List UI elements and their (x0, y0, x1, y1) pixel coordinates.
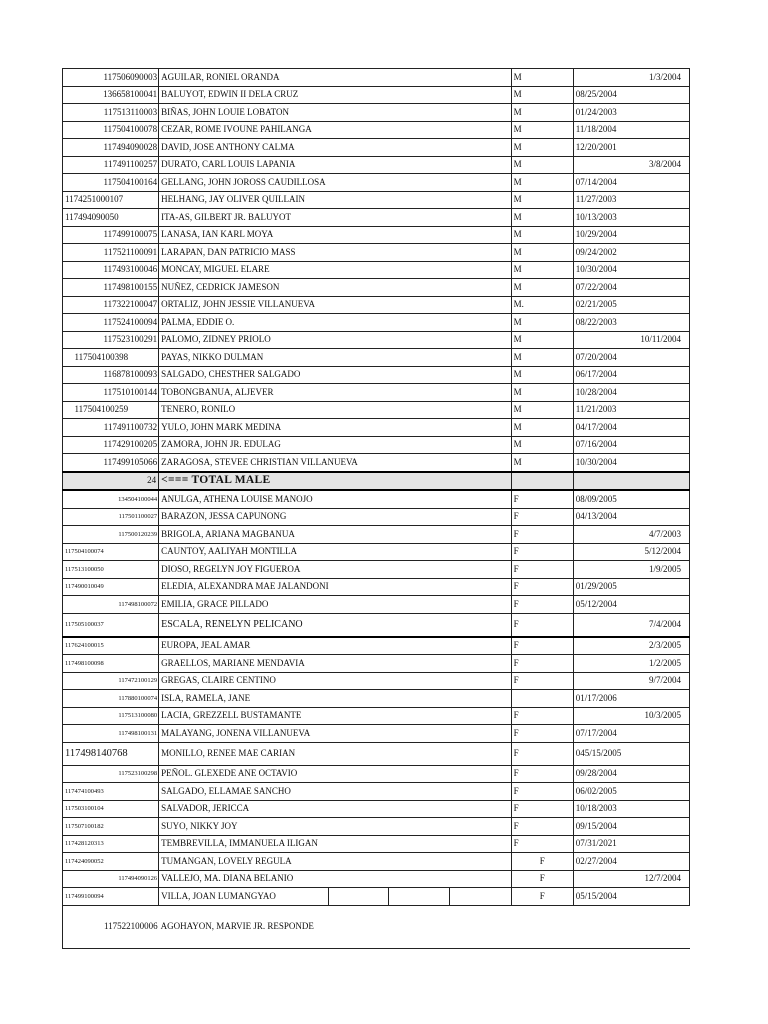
table-row (63, 401, 690, 419)
table-row (63, 296, 690, 314)
table-row (63, 561, 690, 579)
table-row (63, 244, 690, 262)
lrn-cell: 117491100732 (63, 419, 159, 437)
sex-cell: F (511, 655, 573, 673)
student-name-cell: BRIGOLA, ARIANA MAGBANUA (159, 526, 512, 544)
empty-cell (511, 905, 573, 948)
lrn-cell: 1174251000107 (63, 191, 159, 209)
table-row (63, 707, 690, 725)
total-male-count: 24 (63, 472, 159, 491)
lrn-cell: 117522100006 (63, 905, 159, 948)
birthdate-cell: 07/20/2004 (573, 349, 689, 367)
birthdate-cell: 07/17/2004 (573, 725, 689, 743)
student-name-cell: ELEDIA, ALEXANDRA MAE JALANDONI (159, 578, 512, 596)
birthdate-cell: 01/17/2006 (573, 690, 689, 708)
birthdate-cell: 02/21/2005 (573, 296, 689, 314)
sex-cell: F (511, 508, 573, 526)
student-name-cell: DURATO, CARL LOUIS LAPANIA (159, 156, 512, 174)
lrn-cell: 116878100093 (63, 366, 159, 384)
lrn-cell: 117504100164 (63, 174, 159, 192)
lrn-cell: 117322100047 (63, 296, 159, 314)
student-name-cell: ITA-AS, GILBERT JR. BALUYOT (159, 209, 512, 227)
student-name-cell: PAYAS, NIKKO DULMAN (159, 349, 512, 367)
sex-cell: M (511, 209, 573, 227)
student-name-cell: DIOSO, REGELYN JOY FIGUEROA (159, 561, 512, 579)
table-row (63, 870, 690, 888)
birthdate-cell: 07/22/2004 (573, 279, 689, 297)
lrn-cell: 117506090003 (63, 69, 159, 87)
table-row (63, 226, 690, 244)
lrn-cell: 117507100182 (63, 818, 159, 836)
lrn-cell: 117499105066 (63, 454, 159, 472)
lrn-cell: 117498140768 (63, 742, 159, 765)
birthdate-cell: 09/28/2004 (573, 765, 689, 783)
sex-cell: M (511, 174, 573, 192)
student-name-cell: VILLA, JOAN LUMANGYAO (159, 888, 329, 906)
lrn-cell: 117499100075 (63, 226, 159, 244)
table-row (63, 436, 690, 454)
student-name-cell: BALUYOT, EDWIN II DELA CRUZ (159, 86, 512, 104)
student-name-cell: BIÑAS, JOHN LOUIE LOBATON (159, 104, 512, 122)
student-name-cell: HELHANG, JAY OLIVER QUILLAIN (159, 191, 512, 209)
lrn-cell: 117624100015 (63, 637, 159, 655)
sex-cell: F (511, 637, 573, 655)
birthdate-cell: 01/24/2003 (573, 104, 689, 122)
sex-cell: M (511, 139, 573, 157)
sex-cell: F (511, 578, 573, 596)
sex-cell: M (511, 454, 573, 472)
table-row (63, 742, 690, 765)
table-row (63, 69, 690, 87)
table-row (63, 508, 690, 526)
roster-body (63, 69, 690, 949)
lrn-cell: 136658100041 (63, 86, 159, 104)
sex-cell: F (511, 783, 573, 801)
lrn-cell: 117494090028 (63, 139, 159, 157)
lrn-cell: 117513100080 (63, 707, 159, 725)
table-row (63, 905, 690, 948)
student-name-cell: PALMA, EDDIE O. (159, 314, 512, 332)
table-row (63, 86, 690, 104)
sex-cell: M (511, 69, 573, 87)
sex-cell: F (511, 765, 573, 783)
table-row (63, 578, 690, 596)
lrn-cell: 117524100094 (63, 314, 159, 332)
sex-cell: M (511, 244, 573, 262)
student-name-cell: AGUILAR, RONIEL ORANDA (159, 69, 512, 87)
student-name-cell: SALGADO, CHESTHER SALGADO (159, 366, 512, 384)
birthdate-cell: 3/8/2004 (573, 156, 689, 174)
table-row (63, 454, 690, 472)
birthdate-cell: 09/24/2002 (573, 244, 689, 262)
birthdate-cell: 07/14/2004 (573, 174, 689, 192)
sex-cell: F (511, 672, 573, 690)
sex-cell: F (511, 596, 573, 614)
sex-cell: M (511, 156, 573, 174)
birthdate-cell: 04/17/2004 (573, 419, 689, 437)
sex-cell: F (511, 818, 573, 836)
student-name-cell: NUÑEZ, CEDRICK JAMESON (159, 279, 512, 297)
lrn-cell: 117880100074 (63, 690, 159, 708)
birthdate-cell: 06/02/2005 (573, 783, 689, 801)
birthdate-cell: 10/13/2003 (573, 209, 689, 227)
table-row (63, 331, 690, 349)
lrn-cell: 117521100091 (63, 244, 159, 262)
sex-cell: M (511, 279, 573, 297)
sex-cell: F (511, 742, 573, 765)
sex-cell: M (511, 86, 573, 104)
sex-cell: M (511, 314, 573, 332)
lrn-cell: 134504100044 (63, 490, 159, 508)
sex-cell: F (511, 800, 573, 818)
table-row (63, 655, 690, 673)
lrn-cell: 117472100129 (63, 672, 159, 690)
student-name-cell: GREGAS, CLAIRE CENTINO (159, 672, 512, 690)
table-row (63, 853, 690, 871)
birthdate-cell: 045/15/2005 (573, 742, 689, 765)
lrn-cell: 117498100072 (63, 596, 159, 614)
student-name-cell: MONCAY, MIGUEL ELARE (159, 261, 512, 279)
table-row (63, 765, 690, 783)
sex-cell (511, 690, 573, 708)
birthdate-cell: 11/27/2003 (573, 191, 689, 209)
birthdate-cell: 06/17/2004 (573, 366, 689, 384)
table-row (63, 419, 690, 437)
table-row (63, 139, 690, 157)
birthdate-cell: 08/22/2003 (573, 314, 689, 332)
student-name-cell: YULO, JOHN MARK MEDINA (159, 419, 512, 437)
lrn-cell: 117504100259 (63, 401, 159, 419)
sex-cell: M (511, 349, 573, 367)
table-row (63, 835, 690, 853)
student-name-cell: ZARAGOSA, STEVEE CHRISTIAN VILLANUEVA (159, 454, 512, 472)
birthdate-cell: 04/13/2004 (573, 508, 689, 526)
lrn-cell: 117474100493 (63, 783, 159, 801)
sex-cell: F (511, 725, 573, 743)
sex-cell: M (511, 419, 573, 437)
lrn-cell: 117490010049 (63, 578, 159, 596)
table-row (63, 672, 690, 690)
sex-cell: M (511, 401, 573, 419)
lrn-cell: 117491100257 (63, 156, 159, 174)
student-name-cell: TUMANGAN, LOVELY REGULA (159, 853, 512, 871)
student-name-cell: LANASA, IAN KARL MOYA (159, 226, 512, 244)
birthdate-cell: 4/7/2003 (573, 526, 689, 544)
birthdate-cell: 08/09/2005 (573, 490, 689, 508)
student-name-cell: ORTALIZ, JOHN JESSIE VILLANUEVA (159, 296, 512, 314)
lrn-cell: 117504100078 (63, 121, 159, 139)
table-row (63, 261, 690, 279)
sex-cell: M (511, 121, 573, 139)
sex-cell: M (511, 104, 573, 122)
sex-cell: F (511, 870, 573, 888)
table-row (63, 783, 690, 801)
student-name-cell: SALVADOR, JERICCA (159, 800, 512, 818)
birthdate-cell: 10/30/2004 (573, 261, 689, 279)
lrn-cell: 117494090050 (63, 209, 159, 227)
table-row (63, 490, 690, 508)
student-roster-table (62, 68, 690, 949)
lrn-cell: 117505100037 (63, 613, 159, 637)
birthdate-cell: 10/3/2005 (573, 707, 689, 725)
student-name-cell: ESCALA, RENELYN PELICANO (159, 613, 512, 637)
empty-cell (573, 905, 689, 948)
table-row (63, 818, 690, 836)
student-name-cell: PALOMO, ZIDNEY PRIOLO (159, 331, 512, 349)
birthdate-cell: 01/29/2005 (573, 578, 689, 596)
table-row (63, 104, 690, 122)
table-row (63, 279, 690, 297)
birthdate-cell: 11/21/2003 (573, 401, 689, 419)
lrn-cell: 117504100074 (63, 543, 159, 561)
table-row (63, 596, 690, 614)
birthdate-cell: 11/18/2004 (573, 121, 689, 139)
table-row (63, 526, 690, 544)
sex-cell: M (511, 331, 573, 349)
lrn-cell: 117493100046 (63, 261, 159, 279)
lrn-cell: 117513110003 (63, 104, 159, 122)
table-row (63, 613, 690, 637)
student-name-cell: PEÑOL. GLEXEDE ANE OCTAVIO (159, 765, 512, 783)
birthdate-cell: 10/30/2004 (573, 454, 689, 472)
birthdate-cell: 1/9/2005 (573, 561, 689, 579)
total-male-label: <=== TOTAL MALE (159, 472, 512, 491)
student-name-cell: TEMBREVILLA, IMMANUELA ILIGAN (159, 835, 512, 853)
table-row (63, 725, 690, 743)
student-name-cell: TOBONGBANUA, ALJEVER (159, 384, 512, 402)
empty-cell (511, 472, 573, 491)
sex-cell: M (511, 384, 573, 402)
lrn-cell: 117498100098 (63, 655, 159, 673)
lrn-cell: 117499100094 (63, 888, 159, 906)
birthdate-cell: 9/7/2004 (573, 672, 689, 690)
student-name-cell: SALGADO, ELLAMAE SANCHO (159, 783, 512, 801)
table-row (63, 314, 690, 332)
student-name-cell: LACIA, GREZZELL BUSTAMANTE (159, 707, 512, 725)
student-name-cell: MONILLO, RENEE MAE CARIAN (159, 742, 512, 765)
birthdate-cell: 05/15/2004 (573, 888, 689, 906)
student-name-cell: EUROPA, JEAL AMAR (159, 637, 512, 655)
lrn-cell: 117429100205 (63, 436, 159, 454)
sex-cell: M. (511, 296, 573, 314)
student-name-cell: BARAZON, JESSA CAPUNONG (159, 508, 512, 526)
sex-cell: F (511, 888, 573, 906)
sex-cell: F (511, 613, 573, 637)
student-name-cell: MALAYANG, JONENA VILLANUEVA (159, 725, 512, 743)
student-name-cell: TENERO, RONILO (159, 401, 512, 419)
birthdate-cell: 05/12/2004 (573, 596, 689, 614)
student-name-cell: ANULGA, ATHENA LOUISE MANOJO (159, 490, 512, 508)
table-row (63, 384, 690, 402)
empty-cell (389, 888, 449, 906)
birthdate-cell: 10/29/2004 (573, 226, 689, 244)
student-name-cell: GELLANG, JOHN JOROSS CAUDILLOSA (159, 174, 512, 192)
birthdate-cell: 10/11/2004 (573, 331, 689, 349)
birthdate-cell: 10/28/2004 (573, 384, 689, 402)
birthdate-cell: 07/16/2004 (573, 436, 689, 454)
table-row (63, 800, 690, 818)
student-name-cell: SUYO, NIKKY JOY (159, 818, 512, 836)
lrn-cell: 117494090126 (63, 870, 159, 888)
birthdate-cell: 09/15/2004 (573, 818, 689, 836)
table-row (63, 191, 690, 209)
lrn-cell: 117523100298 (63, 765, 159, 783)
student-name-cell: ISLA, RAMELA, JANE (159, 690, 512, 708)
sex-cell: F (511, 543, 573, 561)
lrn-cell: 117500120239 (63, 526, 159, 544)
student-name-cell: CAUNTOY, AALIYAH MONTILLA (159, 543, 512, 561)
birthdate-cell: 1/3/2004 (573, 69, 689, 87)
lrn-cell: 117504100398 (63, 349, 159, 367)
student-name-cell: AGOHAYON, MARVIE JR. RESPONDE (159, 905, 512, 948)
birthdate-cell: 08/25/2004 (573, 86, 689, 104)
table-row (63, 888, 690, 906)
table-row (63, 543, 690, 561)
table-row (63, 209, 690, 227)
birthdate-cell: 10/18/2003 (573, 800, 689, 818)
birthdate-cell: 5/12/2004 (573, 543, 689, 561)
table-row (63, 174, 690, 192)
student-name-cell: LARAPAN, DAN PATRICIO MASS (159, 244, 512, 262)
sex-cell: M (511, 226, 573, 244)
empty-cell (329, 888, 389, 906)
student-name-cell: EMILIA, GRACE PILLADO (159, 596, 512, 614)
sex-cell: M (511, 436, 573, 454)
student-name-cell: ZAMORA, JOHN JR. EDULAG (159, 436, 512, 454)
lrn-cell: 117513100050 (63, 561, 159, 579)
sex-cell: F (511, 526, 573, 544)
sex-cell: F (511, 835, 573, 853)
student-name-cell: CEZAR, ROME IVOUNE PAHILANGA (159, 121, 512, 139)
student-name-cell: DAVID, JOSE ANTHONY CALMA (159, 139, 512, 157)
empty-cell (573, 472, 689, 491)
total-male-row (63, 472, 690, 491)
lrn-cell: 117501100027 (63, 508, 159, 526)
sex-cell: F (511, 490, 573, 508)
lrn-cell: 117498100155 (63, 279, 159, 297)
birthdate-cell: 12/20/2001 (573, 139, 689, 157)
table-row (63, 121, 690, 139)
empty-cell (449, 888, 511, 906)
table-row (63, 349, 690, 367)
student-name-cell: VALLEJO, MA. DIANA BELANIO (159, 870, 512, 888)
birthdate-cell: 12/7/2004 (573, 870, 689, 888)
lrn-cell: 117503100104 (63, 800, 159, 818)
table-row (63, 156, 690, 174)
sex-cell: F (511, 561, 573, 579)
sex-cell: M (511, 366, 573, 384)
student-name-cell: GRAELLOS, MARIANE MENDAVIA (159, 655, 512, 673)
lrn-cell: 117428120313 (63, 835, 159, 853)
lrn-cell: 117498100131 (63, 725, 159, 743)
birthdate-cell: 7/4/2004 (573, 613, 689, 637)
birthdate-cell: 07/31/2021 (573, 835, 689, 853)
table-row (63, 637, 690, 655)
sex-cell: F (511, 707, 573, 725)
birthdate-cell: 2/3/2005 (573, 637, 689, 655)
birthdate-cell: 02/27/2004 (573, 853, 689, 871)
lrn-cell: 117424090052 (63, 853, 159, 871)
sex-cell: F (511, 853, 573, 871)
sex-cell: M (511, 261, 573, 279)
lrn-cell: 117510100144 (63, 384, 159, 402)
lrn-cell: 117523100291 (63, 331, 159, 349)
birthdate-cell: 1/2/2005 (573, 655, 689, 673)
table-row (63, 366, 690, 384)
sex-cell: M (511, 191, 573, 209)
table-row (63, 690, 690, 708)
